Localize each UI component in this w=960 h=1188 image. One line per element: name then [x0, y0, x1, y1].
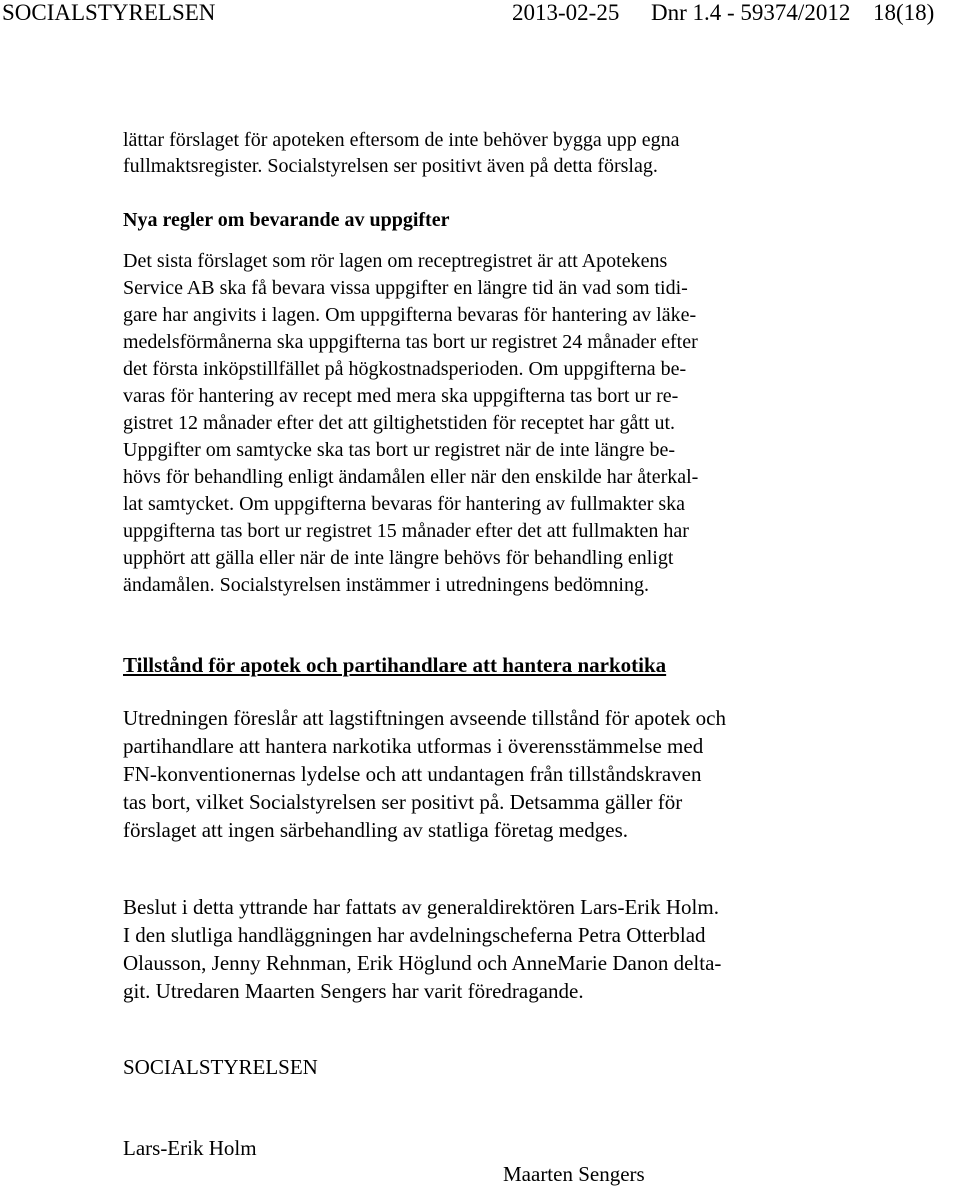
signature-presenter: Maarten Sengers: [503, 1162, 645, 1186]
header-diary-number: Dnr 1.4 - 59374/2012: [651, 0, 851, 25]
intro-line: lättar förslaget för apoteken eftersom de inte behöver bygga upp egna: [123, 129, 680, 151]
decision-line: git. Utredaren Maarten Sengers har varit föredragande.: [123, 979, 584, 1003]
paragraph-line: gistret 12 månader efter det att giltighetstiden för receptet har gått ut.: [123, 412, 676, 434]
header-page-number: 18(18): [873, 0, 935, 25]
paragraph-line: upphört att gälla eller när de inte längre behövs för behandling enligt: [123, 547, 674, 569]
paragraph-line: det första inköpstillfället på högkostnadsperioden. Om uppgifterna be-: [123, 358, 687, 380]
page-header: [0, 0, 960, 30]
header-organization: SOCIALSTYRELSEN: [2, 0, 216, 25]
paragraph-line: FN-konventionernas lydelse och att undantagen från tillståndskraven: [123, 762, 702, 786]
decision-line: Olausson, Jenny Rehnman, Erik Höglund och AnneMarie Danon delta-: [123, 951, 722, 975]
paragraph-line: tas bort, vilket Socialstyrelsen ser positivt på. Detsamma gäller för: [123, 790, 683, 814]
decision-line: I den slutliga handläggningen har avdelningscheferna Petra Otterblad: [123, 923, 706, 947]
paragraph-line: Uppgifter om samtycke ska tas bort ur registret när de inte längre be-: [123, 439, 676, 461]
signature-signatory: Lars-Erik Holm: [123, 1136, 257, 1160]
paragraph-line: Utredningen föreslår att lagstiftningen avseende tillstånd för apotek och: [123, 706, 726, 730]
paragraph-line: gare har angivits i lagen. Om uppgifterna bevaras för hantering av läke-: [123, 304, 697, 326]
intro-line: fullmaktsregister. Socialstyrelsen ser positivt även på detta förslag.: [123, 155, 658, 177]
decision-line: Beslut i detta yttrande har fattats av generaldirektören Lars-Erik Holm.: [123, 895, 719, 919]
paragraph-line: uppgifterna tas bort ur registret 15 månader efter det att fullmakten har: [123, 520, 689, 542]
paragraph-line: Service AB ska få bevara vissa uppgifter en längre tid än vad som tidi-: [123, 277, 688, 299]
paragraph-line: lat samtycket. Om uppgifterna bevaras för hantering av fullmakter ska: [123, 493, 686, 515]
signature-organization: SOCIALSTYRELSEN: [123, 1055, 318, 1079]
paragraph-line: Det sista förslaget som rör lagen om receptregistret är att Apotekens: [123, 250, 668, 272]
paragraph-line: partihandlare att hantera narkotika utformas i överensstämmelse med: [123, 734, 704, 758]
section-heading-narcotics: Tillstånd för apotek och partihandlare att hantera narkotika: [123, 653, 667, 677]
paragraph-line: förslaget att ingen särbehandling av statliga företag medges.: [123, 818, 628, 842]
paragraph-line: ändamålen. Socialstyrelsen instämmer i utredningens bedömning.: [123, 574, 649, 596]
paragraph-line: hövs för behandling enligt ändamålen eller när den enskilde har återkal-: [123, 466, 699, 488]
paragraph-line: varas för hantering av recept med mera ska uppgifterna tas bort ur re-: [123, 385, 679, 407]
header-date: 2013-02-25: [512, 0, 620, 25]
paragraph-line: medelsförmånerna ska uppgifterna tas bort ur registret 24 månader efter: [123, 331, 698, 353]
section-heading-retention: Nya regler om bevarande av uppgifter: [123, 209, 450, 231]
